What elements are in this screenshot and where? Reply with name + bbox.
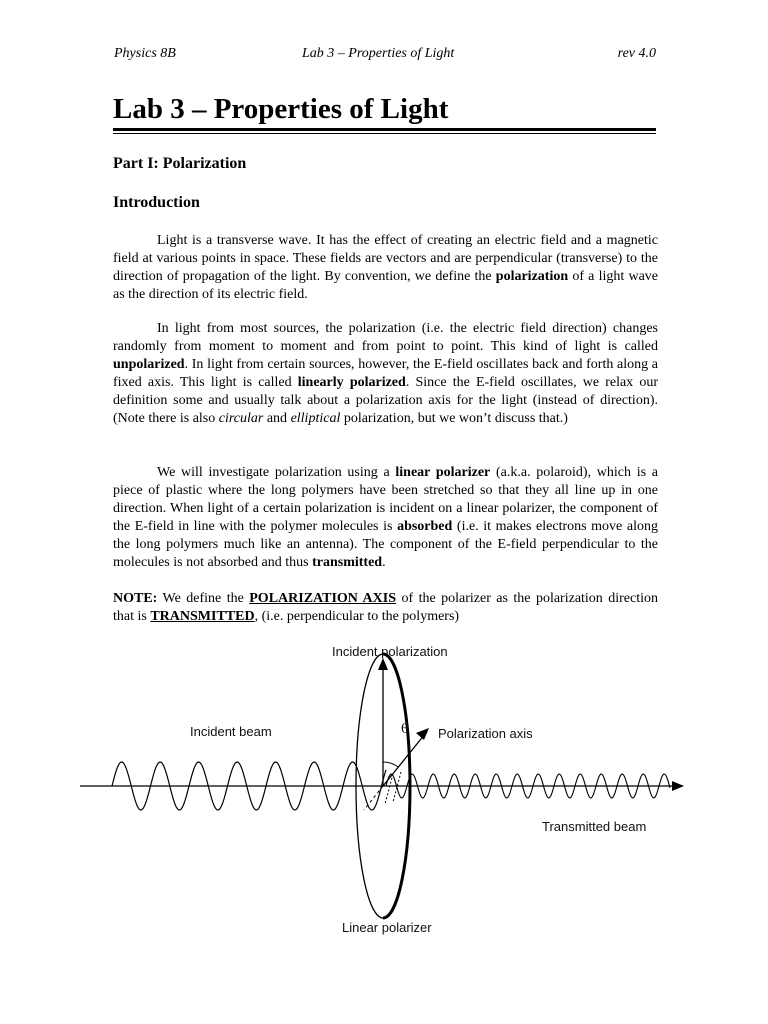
term-circular: circular bbox=[218, 411, 264, 426]
paragraph-unpolarized bbox=[113, 320, 658, 428]
para2-text-a: In light from most sources, the polarization (i.e. the electric field direction) changes randomly from moment to moment and from point to point. This kind of light is called bbox=[113, 321, 658, 354]
para3-text-a: We will investigate polarization using a bbox=[157, 465, 396, 480]
label-transmitted-beam: Transmitted beam bbox=[542, 819, 647, 834]
term-unpolarized: unpolarized bbox=[113, 357, 185, 372]
term-transmitted-caps: TRANSMITTED bbox=[150, 609, 255, 624]
intro-heading: Introduction bbox=[113, 194, 200, 211]
term-polarization-axis: POLARIZATION AXIS bbox=[249, 591, 397, 606]
para2-text-g: and bbox=[263, 411, 291, 426]
header-revision: rev 4.0 bbox=[617, 46, 656, 61]
para2-text-e: . Since the E-field oscillates, we relax our definition some and usually talk about a polarization axis for the light (instead of direction). (Note there is also bbox=[113, 375, 658, 426]
para3-text-g: . bbox=[382, 555, 386, 570]
note-text-e: , (i.e. perpendicular to the polymers) bbox=[254, 609, 460, 624]
label-incident-polarization: Incident polarization bbox=[332, 644, 448, 659]
label-linear-polarizer: Linear polarizer bbox=[342, 920, 432, 935]
polarization-axis-arrowhead bbox=[416, 728, 429, 740]
label-incident-beam: Incident beam bbox=[190, 724, 272, 739]
title-rule-thin bbox=[113, 133, 656, 134]
term-polarization: polarization bbox=[495, 269, 569, 284]
para1-text-c: of a light wave as the direction of its electric field. bbox=[113, 269, 658, 302]
part-heading: Part I: Polarization bbox=[113, 155, 247, 172]
para2-text-c: . In light from certain sources, however, the E-field oscillates back and forth along a fixed axis. This light is called bbox=[113, 357, 658, 390]
header-lab-title: Lab 3 – Properties of Light bbox=[302, 46, 455, 61]
term-linear-polarizer: linear polarizer bbox=[395, 465, 491, 480]
note-text-a: We define the bbox=[157, 591, 250, 606]
note-label: NOTE: bbox=[113, 591, 158, 606]
para3-text-c: (a.k.a. polaroid), which is a piece of plastic where the long polymers have been stretched so that they all line up in one direction. When light of a certain polarization is incident on a linear polarizer, the component of the E-field in line with the polymer molecules is bbox=[113, 465, 658, 534]
polarization-diagram bbox=[72, 636, 692, 946]
term-linearly-polarized: linearly polarized bbox=[297, 375, 406, 390]
paragraph-transverse-wave bbox=[113, 232, 658, 304]
polarization-axis-arrow bbox=[383, 734, 425, 786]
running-header bbox=[114, 46, 656, 66]
note-text-c: of the polarizer as the polarization direction that is bbox=[113, 591, 659, 624]
incident-polarization-arrowhead bbox=[378, 658, 388, 670]
term-elliptical: elliptical bbox=[290, 411, 341, 426]
label-theta: θ bbox=[401, 722, 409, 737]
term-absorbed: absorbed bbox=[397, 519, 453, 534]
note-polarization-axis bbox=[113, 590, 658, 626]
paragraph-linear-polarizer bbox=[113, 464, 658, 572]
page-title: Lab 3 – Properties of Light bbox=[113, 93, 449, 125]
para1-text-a: Light is a transverse wave. It has the effect of creating an electric field and a magnetic field at various points in space. These fields are vectors and are perpendicular (transverse) to the direction of propagation of the light. By convention, we define the bbox=[113, 233, 658, 284]
polarization-diagram-svg bbox=[72, 636, 692, 946]
title-rule-thick bbox=[113, 128, 656, 131]
theta-arc bbox=[383, 762, 398, 767]
term-transmitted: transmitted bbox=[312, 555, 383, 570]
header-course: Physics 8B bbox=[114, 46, 176, 61]
propagation-arrowhead bbox=[672, 781, 684, 791]
label-polarization-axis: Polarization axis bbox=[438, 726, 533, 741]
para3-text-e: (i.e. it makes electrons move along the long polymers much like an antenna). The component of the E-field perpendicular to the molecules is not absorbed and thus bbox=[113, 519, 658, 570]
para2-text-i: polarization, but we won’t discuss that.) bbox=[340, 411, 568, 426]
